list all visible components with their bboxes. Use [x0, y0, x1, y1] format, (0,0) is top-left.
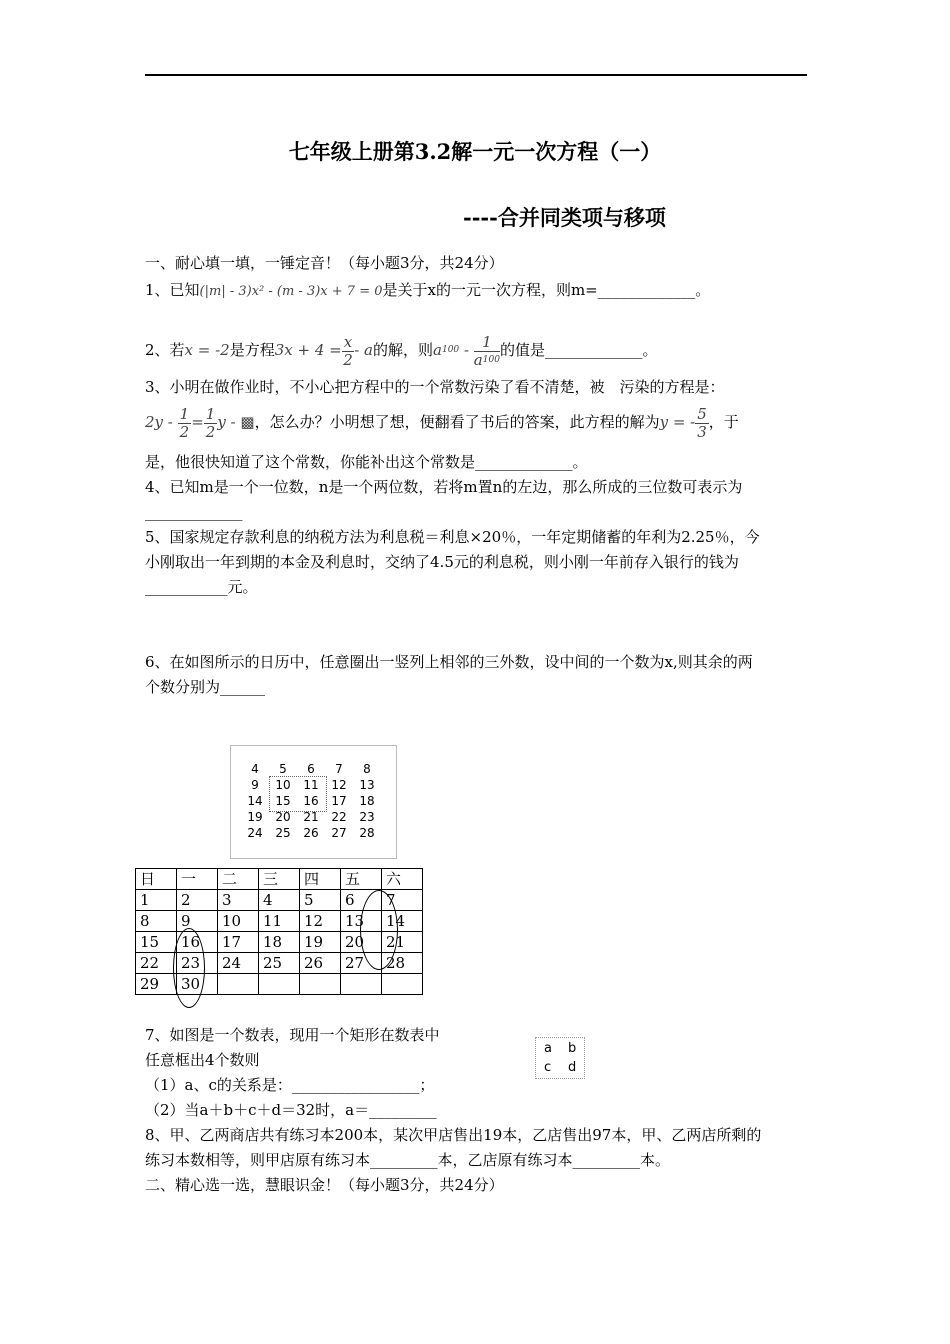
q2-text-2: 的解，则 [373, 341, 434, 359]
selection-rectangle [269, 776, 327, 812]
question-4-line-1: 4、已知m是一个一位数，n是一个两位数，若将m置n的左边，那么所成的三位数可表示为 [145, 478, 743, 496]
question-7-line-1: 7、如图是一个数表，现用一个矩形在数表中 [145, 1026, 440, 1044]
question-7-line-3: （1）a、c的关系是：_________________； [145, 1076, 435, 1094]
q2-x-value: x = -2 [184, 341, 230, 359]
calendar-row: 8 9 10 11 12 13 14 [136, 911, 423, 932]
header-rule [145, 74, 807, 76]
calendar-row: 29 30 [136, 974, 423, 995]
question-5-line-1: 5、国家规定存款利息的纳税方法为利息税＝利息×20％，一年定期储蓄的年利为2.25％，今 [145, 528, 760, 546]
question-3-line-2: 2y - $\frac{1}{2}$ = $\frac{1}{2}$ y - ▩，怎么办？小明想了想，便翻看了书后的答案，此方程的解为y = - $\frac{5}{3}$ ，于 [145, 404, 739, 441]
section-2-heading: 二、精心选一选，慧眼识金！（每小题3分，共24分） [145, 1176, 504, 1194]
question-6-line-2: 个数分别为______ [145, 678, 266, 696]
question-7-line-4: （2）当a＋b＋c＋d＝32时，a＝_________ [145, 1101, 437, 1119]
q3-solution-fraction: $\frac{5}{3}$ [697, 404, 707, 441]
abcd-number-box: a b c d [535, 1037, 585, 1079]
question-2: 2、若x = -2是方程3x + 4 = $\frac{x}{2}$ - a的解，则$a^{100}$ - $\frac{1}{a^{100}}$ 的值是_____________。 [145, 332, 658, 369]
section-1-heading: 一、耐心填一填，一锤定音！（每小题3分，共24分） [145, 254, 504, 272]
calendar-circle-saturday [360, 890, 398, 970]
q2-eq-left: 3x + 4 = [274, 341, 342, 359]
q2-eq-right: - a [354, 341, 373, 359]
question-3-line-3: 是，他很快知道了这个常数，你能补出这个常数是_____________。 [145, 453, 588, 471]
q3-fraction-1: $\frac{1}{2}$ [179, 404, 190, 441]
q3-smudged-equation: y - ▩ [217, 413, 255, 431]
question-7-line-2: 任意框出4个数则 [145, 1051, 260, 1069]
calendar-row: 15 16 17 18 19 20 21 [136, 932, 423, 953]
calendar-header-row: 日 一 二 三 四 五 六 [136, 869, 423, 890]
small-number-grid: 4 5 6 7 8 9 10 11 12 13 14 15 16 17 18 19 20 21 22 23 24 25 26 27 28 [230, 745, 397, 859]
question-3-line-1: 3、小明在做作业时，不小心把方程中的一个常数污染了看不清楚，被 污染的方程是： [145, 378, 725, 396]
q3-fraction-2: $\frac{1}{2}$ [205, 404, 216, 441]
q1-suffix: 是关于x的一元一次方程，则m=_____________。 [382, 281, 711, 299]
question-1 [145, 280, 710, 302]
calendar-row: 1 2 3 4 5 6 7 [136, 890, 423, 911]
question-8-line-1: 8、甲、乙两商店共有练习本200本，某次甲店售出19本，乙店售出97本，甲、乙两店所剩的 [145, 1126, 762, 1144]
q2-text-1: 是方程 [229, 341, 275, 359]
calendar-row: 22 23 24 25 26 27 28 [136, 953, 423, 974]
question-5-line-3: ___________元。 [145, 578, 258, 596]
question-6-line-1: 6、在如图所示的日历中，任意圈出一竖列上相邻的三外数，设中间的一个数为x,则其余的两 [145, 653, 753, 671]
q1-equation: (|m| - 3)x² - (m - 3)x + 7 = 0 [199, 284, 383, 299]
q1-prefix: 1、已知 [145, 281, 200, 299]
page-title: 七年级上册第3.2解一元一次方程（一） [288, 139, 662, 164]
q2-fraction-2: $\frac{1}{a^{100}}$ [473, 332, 500, 369]
question-5-line-2: 小刚取出一年到期的本金及利息时，交纳了4.5元的利息税，则小刚一年前存入银行的钱为 [145, 553, 739, 571]
q2-suffix: 的值是_____________。 [499, 341, 658, 359]
question-4-line-2: _____________ [145, 503, 243, 521]
question-8-line-2: 练习本数相等，则甲店原有练习本_________本，乙店原有练习本_________本。 [145, 1151, 671, 1169]
page-subtitle: ----合并同类项与移项 [463, 205, 666, 230]
calendar-circle-monday [173, 928, 205, 1008]
q2-prefix: 2、若 [145, 341, 185, 359]
q2-fraction: $\frac{x}{2}$ [343, 332, 353, 369]
